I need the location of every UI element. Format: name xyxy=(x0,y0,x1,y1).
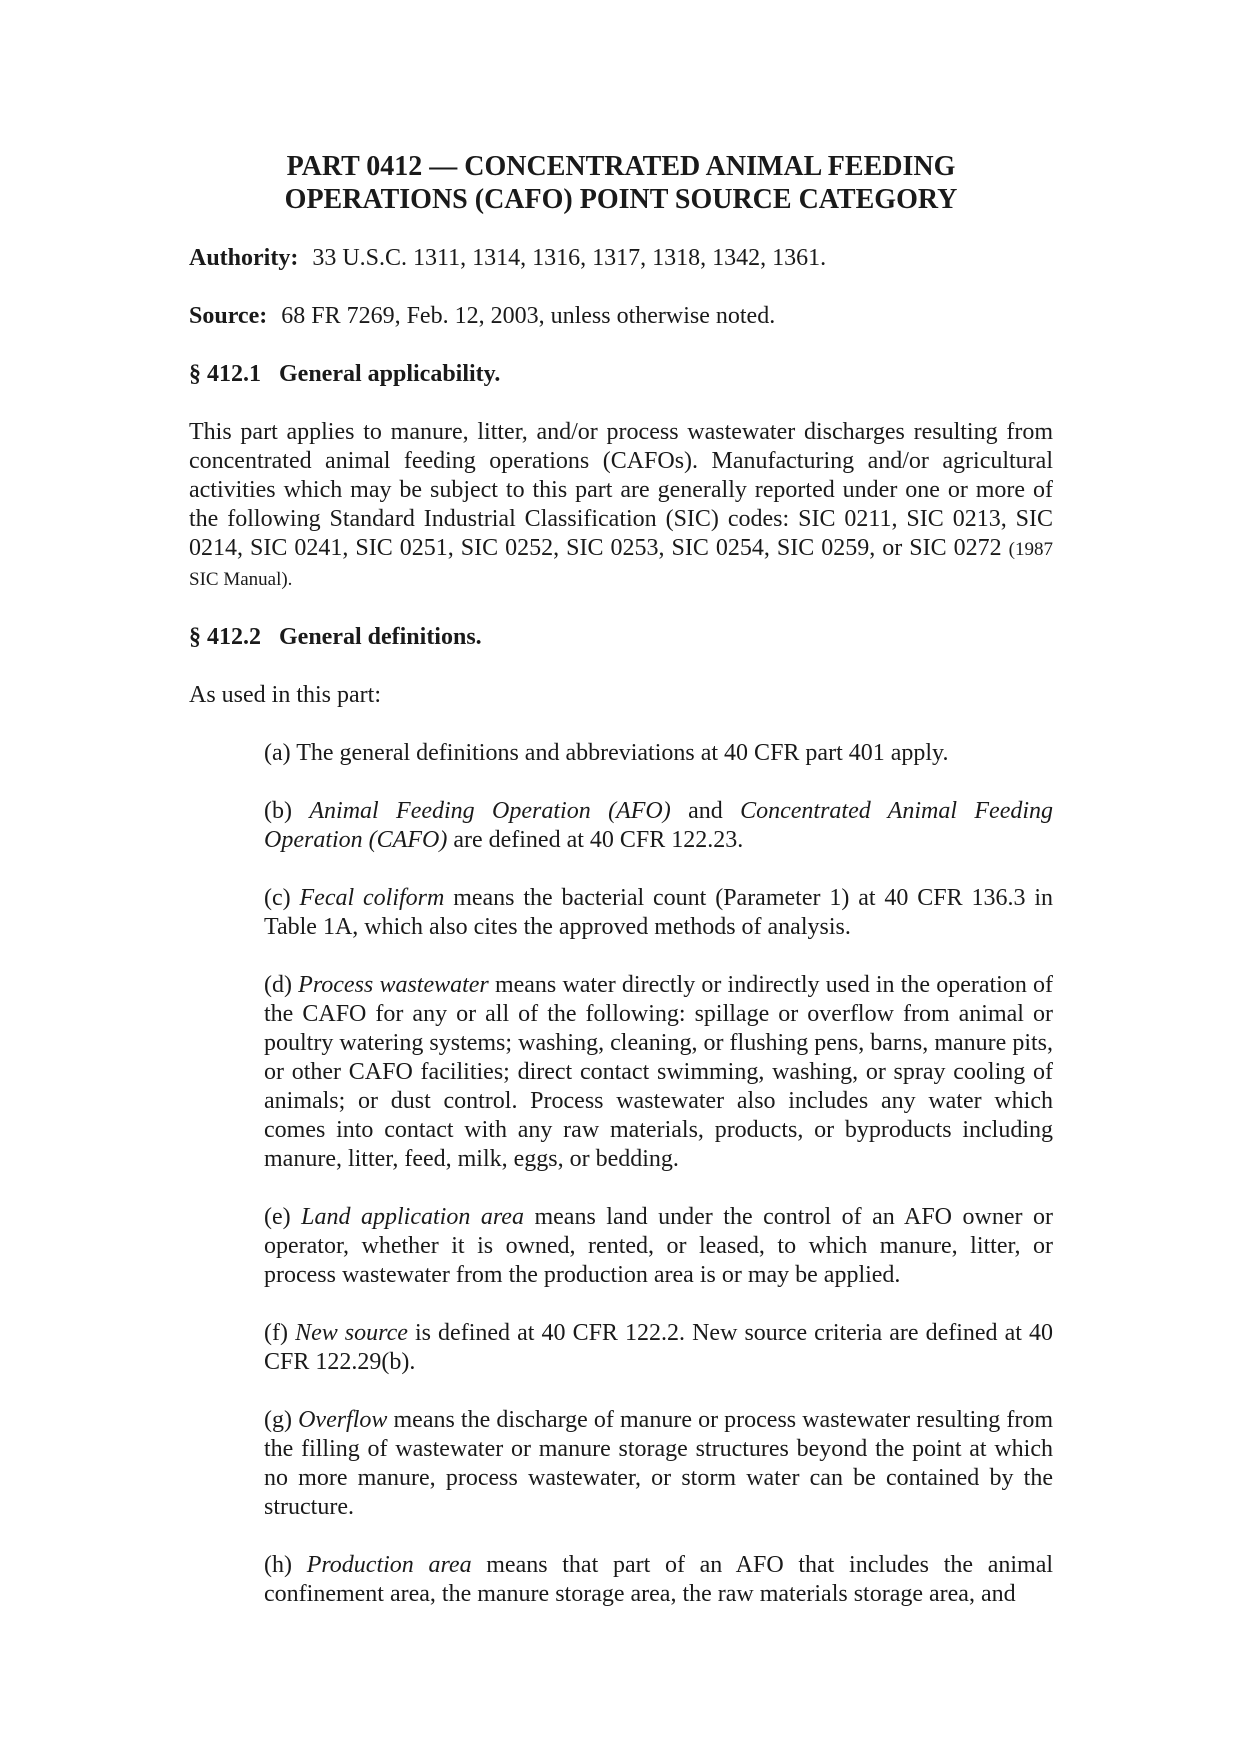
definition-text: means the discharge of manure or process wastewater resulting from the filling of wastewater or manure storage structures beyond the point at which no more manure, process wastewater, or storm water can be contained by the structure. xyxy=(264,1407,1053,1520)
definition-f xyxy=(264,1319,1053,1377)
definition-label: (f) xyxy=(264,1320,296,1346)
defined-term: Process wastewater xyxy=(298,972,489,998)
section-title: General applicability. xyxy=(279,361,501,387)
definitions-list xyxy=(264,739,1053,1609)
definition-h xyxy=(264,1551,1053,1609)
definition-label: (g) xyxy=(264,1407,299,1433)
defined-term: Production area xyxy=(306,1552,472,1578)
authority-label: Authority: xyxy=(189,245,299,271)
defined-term: Concentrated Animal Feeding Operation (CAFO) xyxy=(264,798,1054,853)
definition-e xyxy=(264,1203,1053,1290)
definitions-intro: As used in this part: xyxy=(189,682,381,708)
definition-b xyxy=(264,797,1053,855)
definition-text: means land under the control of an AFO owner or operator, whether it is owned, rented, or leased, to which manure, litter, or process wastewater from the production area is or may be applied. xyxy=(264,1204,1053,1288)
definition-a: (a) The general definitions and abbreviations at 40 CFR part 401 apply. xyxy=(264,740,949,766)
authority-value: 33 U.S.C. 1311, 1314, 1316, 1317, 1318, 1342, 1361. xyxy=(312,245,827,271)
definition-label: (c) xyxy=(264,885,300,911)
section-title: General definitions. xyxy=(279,624,482,650)
definition-d xyxy=(264,971,1053,1174)
definition-label: (b) xyxy=(264,798,310,824)
section-412-2-heading xyxy=(189,623,1053,652)
definition-text: means water directly or indirectly used in the operation of the CAFO for any or all of the following: spillage or overflow from animal or poultry watering systems; washing, cleaning, or flushing pens, barns, manure pits, or other CAFO facilities; direct contact swimming, washing, or spray cooling of animals; or dust control. Process wastewater also includes any water which comes into contact with any raw materials, products, or byproducts including manure, litter, feed, milk, eggs, or bedding. xyxy=(264,972,1054,1172)
definition-label: (e) xyxy=(264,1204,302,1230)
defined-term: Land application area xyxy=(301,1204,524,1230)
source-line xyxy=(189,302,1053,331)
definition-text: are defined at 40 CFR 122.23. xyxy=(447,827,744,853)
defined-term: New source xyxy=(295,1320,408,1346)
applicability-text: This part applies to manure, litter, and/or process wastewater discharges resulting from concentrated animal feeding operations (CAFOs). Manufacturing and/or agricultural activities which may be subject to this part are generally reported under one or more of the following Standard Industrial Classification (SIC) codes: SIC 0211, SIC 0213, SIC 0214, SIC 0241, SIC 0251, SIC 0252, SIC 0253, SIC 0254, SIC 0259, or SIC 0272 xyxy=(189,419,1053,561)
definition-text: means the bacterial count (Parameter 1) at 40 CFR 136.3 in Table 1A, which also cites the approved methods of analysis. xyxy=(264,885,1053,940)
page-title xyxy=(189,150,1053,216)
section-number: § 412.1 xyxy=(189,361,261,387)
definition-label: (h) xyxy=(264,1552,307,1578)
section-412-1-heading xyxy=(189,360,1053,389)
section-number: § 412.2 xyxy=(189,624,261,650)
defined-term: Overflow xyxy=(298,1407,388,1433)
authority-line xyxy=(189,244,1053,273)
definition-g xyxy=(264,1406,1053,1522)
source-value: 68 FR 7269, Feb. 12, 2003, unless otherwise noted. xyxy=(281,303,776,329)
definition-text: means that part of an AFO that includes the animal confinement area, the manure storage area, the raw materials storage area, and xyxy=(264,1552,1054,1607)
definition-c xyxy=(264,884,1053,942)
sic-manual-note: (1987 SIC Manual). xyxy=(189,539,1053,590)
definition-label: (d) xyxy=(264,972,299,998)
title-line-1: PART 0412 — CONCENTRATED ANIMAL FEEDING xyxy=(286,151,956,182)
section-412-1-body xyxy=(189,418,1053,594)
defined-term: Animal Feeding Operation (AFO) xyxy=(309,798,671,824)
defined-term: Fecal coliform xyxy=(299,885,445,911)
document-page xyxy=(189,150,1053,1638)
source-label: Source: xyxy=(189,303,268,329)
title-line-2: OPERATIONS (CAFO) POINT SOURCE CATEGORY xyxy=(284,184,958,215)
definition-text: is defined at 40 CFR 122.2. New source criteria are defined at 40 CFR 122.29(b). xyxy=(264,1320,1054,1375)
definition-text: and xyxy=(670,798,741,824)
